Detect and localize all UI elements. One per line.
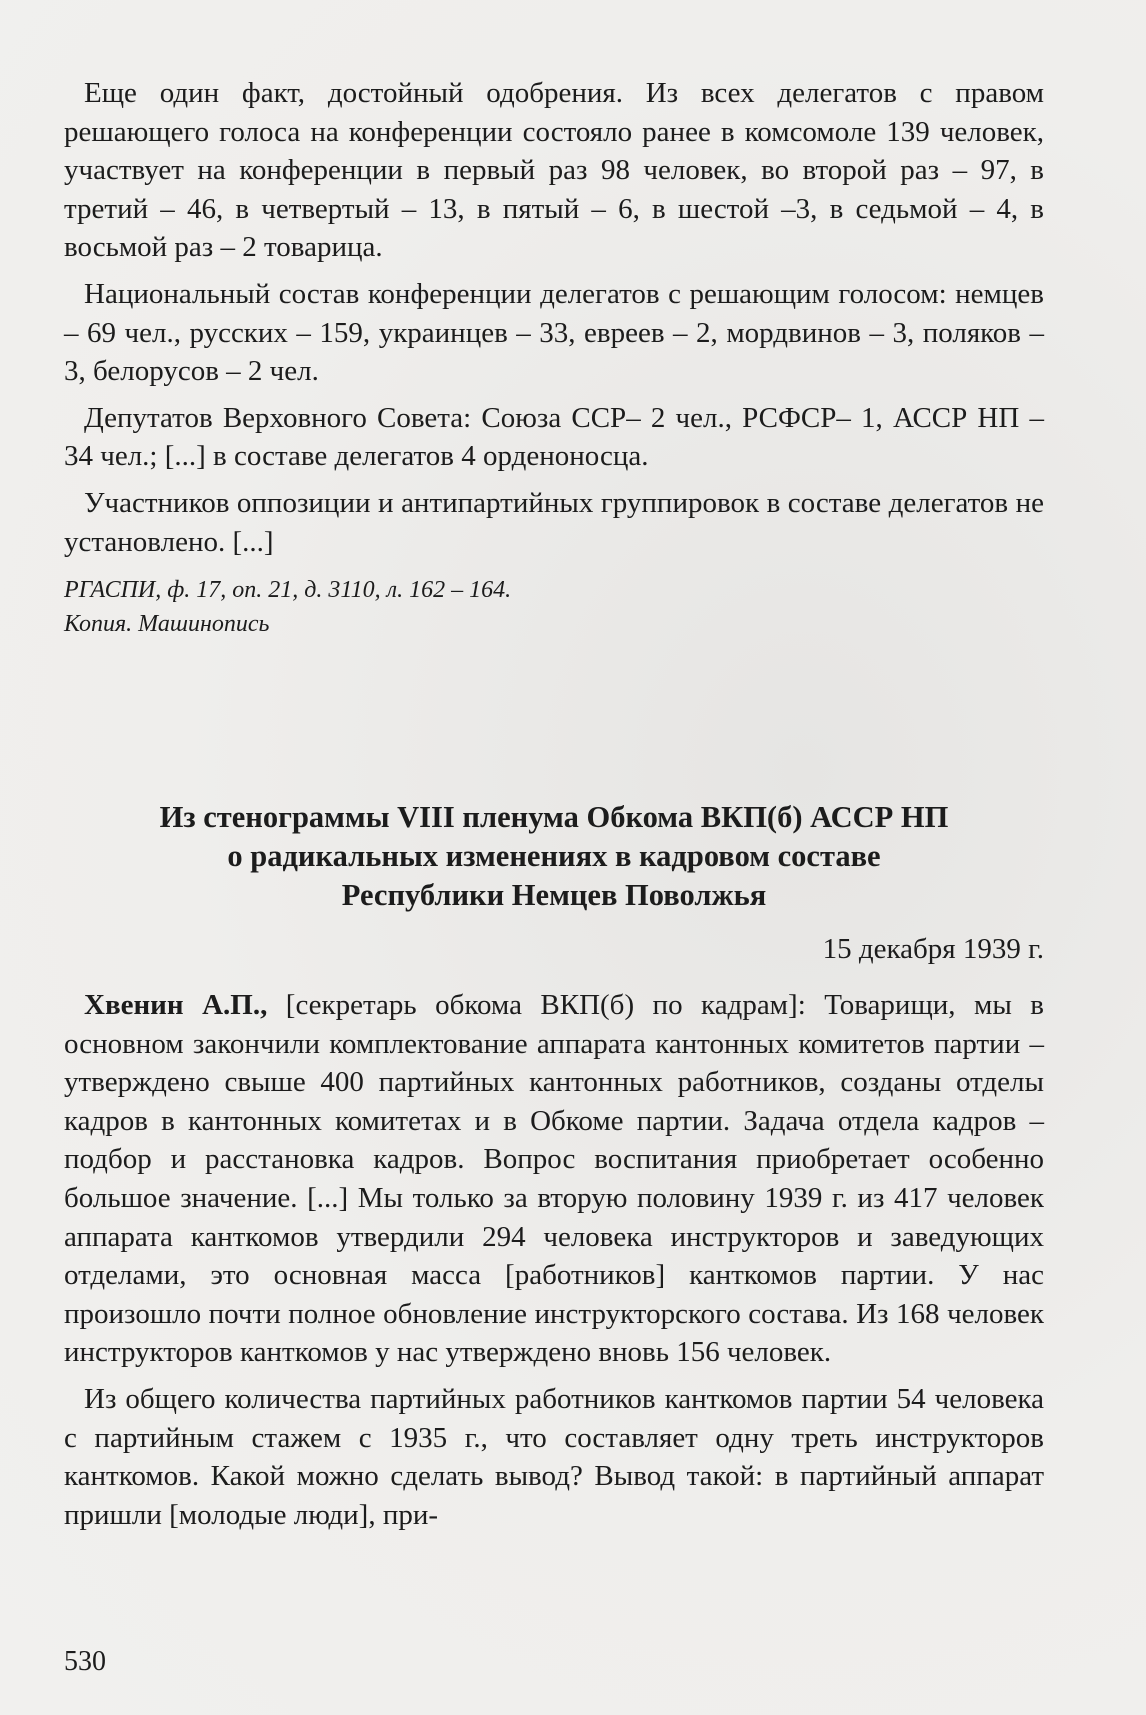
archive-reference: РГАСПИ, ф. 17, оп. 21, д. 3110, л. 162 – 164. — [64, 577, 512, 604]
paragraph-opposition: Участников оппозиции и антипартийных группировок в составе делегатов не установлено. [...] — [64, 486, 1044, 558]
section-title-line-3: Республики Немцев Поволжья — [341, 878, 767, 912]
paragraph-national-composition: Национальный состав конференции делегатов с решающим голосом: немцев – 69 чел., русских – 159, украинцев – 33, евреев – 2, мордвинов – 3, поляков – 3, белорусов – 2 чел. — [64, 277, 1044, 388]
archive-copy-note: Копия. Машинопись — [64, 611, 270, 638]
section-title-line-1: Из стенограммы VIII пленума Обкома ВКП(б) АССР НП — [159, 800, 949, 834]
paragraph-komsomol-stats: Еще один факт, достойный одобрения. Из всех делегатов с правом решающего голоса на конференции состояло ранее в комсомоле 139 человек, участвует на конференции в первый раз 98 человек, во второй раз – 97, в третий – 46, в четвертый – 13, в пятый – 6, в шестой –3, в седьмой – 4, в восьмой раз – 2 товарица. — [64, 77, 1044, 264]
page-number: 530 — [64, 1646, 106, 1677]
archive-source — [64, 573, 1044, 641]
speech-paragraph-1 — [64, 986, 1044, 1372]
section-title — [64, 798, 1044, 915]
document-date: 15 декабря 1939 г. — [822, 933, 1044, 965]
speech-text-1: [секретарь обкома ВКП(б) по кадрам]: Товарищи, мы в основном закончили комплектование аппарата кантонных комитетов партии – утверждено свыше 400 партийных кантонных работников, созданы отделы кадров в кантонных комитетах и в Обкоме партии. Задача отдела кадров – подбор и расстановка кадров. Вопрос воспитания приобретает особенно большое значение. [...] Мы только за вторую половину 1939 г. из 417 человек аппарата канткомов утвердили 294 человека инструкторов и заведующих отделами, это основная масса [работников] канткомов партии. У нас произошло почти полное обновление инструкторского состава. Из 168 человек инструкторов канткомов у нас утверждено вновь 156 человек. — [64, 989, 1045, 1369]
paragraph-deputies: Депутатов Верховного Совета: Союза ССР– 2 чел., РСФСР– 1, АССР НП – 34 чел.; [...] в составе делегатов 4 орденоносца. — [64, 401, 1044, 473]
report-continuation — [64, 74, 1044, 641]
speaker-name: Хвенин А.П., — [84, 989, 268, 1021]
section-title-line-2: о радикальных изменениях в кадровом составе — [227, 839, 881, 873]
plenum-speech — [64, 986, 1044, 1542]
speech-paragraph-2: Из общего количества партийных работников канткомов партии 54 человека с партийным стажем с 1935 г., что составляет одну треть инструкторов канткомов. Какой можно сделать вывод? Вывод такой: в партийный аппарат пришли [молодые люди], при- — [64, 1382, 1044, 1531]
